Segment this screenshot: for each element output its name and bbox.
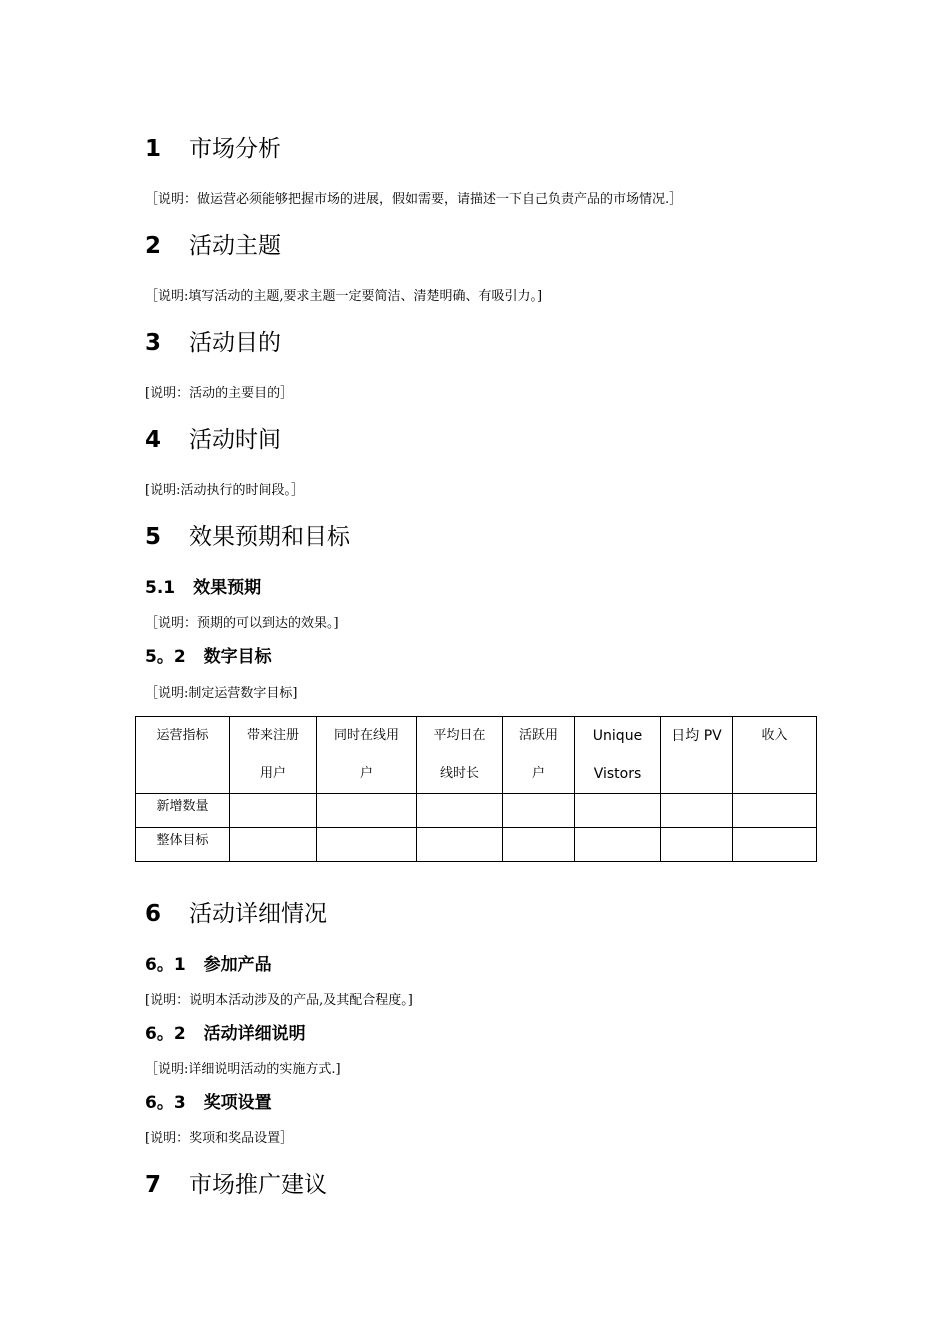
table-header-cell: 运营指标 [136, 717, 230, 794]
metrics-table [135, 716, 817, 862]
subsection-6-2-heading [145, 1023, 306, 1045]
subsection-5-1-heading [145, 577, 261, 599]
section-1-heading [145, 135, 281, 163]
table-cell [575, 828, 661, 862]
section-title: 效果预期和目标 [189, 524, 350, 550]
subsection-6-3-note: [说明：奖项和奖品设置］ [145, 1131, 294, 1146]
section-number: 6 [145, 901, 162, 927]
table-row-label: 新增数量 [136, 794, 230, 828]
section-title: 活动目的 [189, 330, 281, 356]
subsection-title: 参加产品 [203, 955, 272, 975]
section-title: 活动主题 [189, 233, 281, 259]
subsection-5-2-note: ［说明:制定运营数字目标] [145, 686, 298, 701]
table-cell [230, 794, 317, 828]
subsection-6-3-heading [145, 1092, 272, 1114]
table-header-cell: 同时在线用 户 [317, 717, 417, 794]
table-row [136, 828, 817, 862]
subsection-title: 活动详细说明 [203, 1024, 306, 1044]
table-row-label: 整体目标 [136, 828, 230, 862]
table-header-cell: 平均日在 线时长 [417, 717, 503, 794]
section-title: 市场推广建议 [189, 1172, 327, 1198]
section-6-heading [145, 900, 327, 928]
section-title: 活动详细情况 [189, 901, 327, 927]
table-cell [733, 828, 817, 862]
subsection-number: 5。2 [145, 647, 186, 667]
table-header-row [136, 717, 817, 794]
section-2-heading [145, 232, 281, 260]
section-4-note: [说明:活动执行的时间段。］ [145, 483, 304, 498]
table-cell [503, 828, 575, 862]
section-number: 7 [145, 1172, 162, 1198]
section-4-heading [145, 426, 281, 454]
section-3-heading [145, 329, 281, 357]
subsection-title: 奖项设置 [203, 1093, 272, 1113]
subsection-6-1-heading [145, 954, 272, 976]
table-cell [317, 794, 417, 828]
table-cell [733, 794, 817, 828]
section-number: 5 [145, 524, 162, 550]
table-cell [503, 794, 575, 828]
subsection-number: 6。2 [145, 1024, 186, 1044]
subsection-6-1-note: [说明：说明本活动涉及的产品,及其配合程度。] [145, 993, 413, 1008]
subsection-title: 数字目标 [203, 647, 272, 667]
subsection-number: 6。3 [145, 1093, 186, 1113]
table-cell [317, 828, 417, 862]
table-cell [230, 828, 317, 862]
table-header-cell: 日均 PV [661, 717, 733, 794]
section-1-note: ［说明：做运营必须能够把握市场的进展，假如需要，请描述一下自己负责产品的市场情况.］ [145, 192, 683, 207]
section-3-note: [说明：活动的主要目的］ [145, 386, 294, 401]
section-5-heading [145, 523, 350, 551]
section-2-note: ［说明:填写活动的主题,要求主题一定要简洁、清楚明确、有吸引力。] [145, 289, 543, 304]
section-title: 市场分析 [189, 136, 281, 162]
table-cell [661, 828, 733, 862]
table-cell [575, 794, 661, 828]
table-header-cell: 带来注册 用户 [230, 717, 317, 794]
table-header-cell: 活跃用 户 [503, 717, 575, 794]
subsection-5-2-heading [145, 646, 272, 668]
table-cell [417, 794, 503, 828]
table-header-cell: Unique Vistors [575, 717, 661, 794]
section-number: 4 [145, 427, 162, 453]
section-7-heading [145, 1171, 327, 1199]
section-number: 1 [145, 136, 162, 162]
subsection-5-1-note: ［说明：预期的可以到达的效果。] [145, 616, 339, 631]
table-cell [661, 794, 733, 828]
section-title: 活动时间 [189, 427, 281, 453]
table-row [136, 794, 817, 828]
section-number: 2 [145, 233, 162, 259]
subsection-number: 6。1 [145, 955, 186, 975]
subsection-number: 5.1 [145, 578, 176, 598]
subsection-6-2-note: ［说明:详细说明活动的实施方式.] [145, 1062, 341, 1077]
section-number: 3 [145, 330, 162, 356]
subsection-title: 效果预期 [193, 578, 262, 598]
table-cell [417, 828, 503, 862]
table-header-cell: 收入 [733, 717, 817, 794]
